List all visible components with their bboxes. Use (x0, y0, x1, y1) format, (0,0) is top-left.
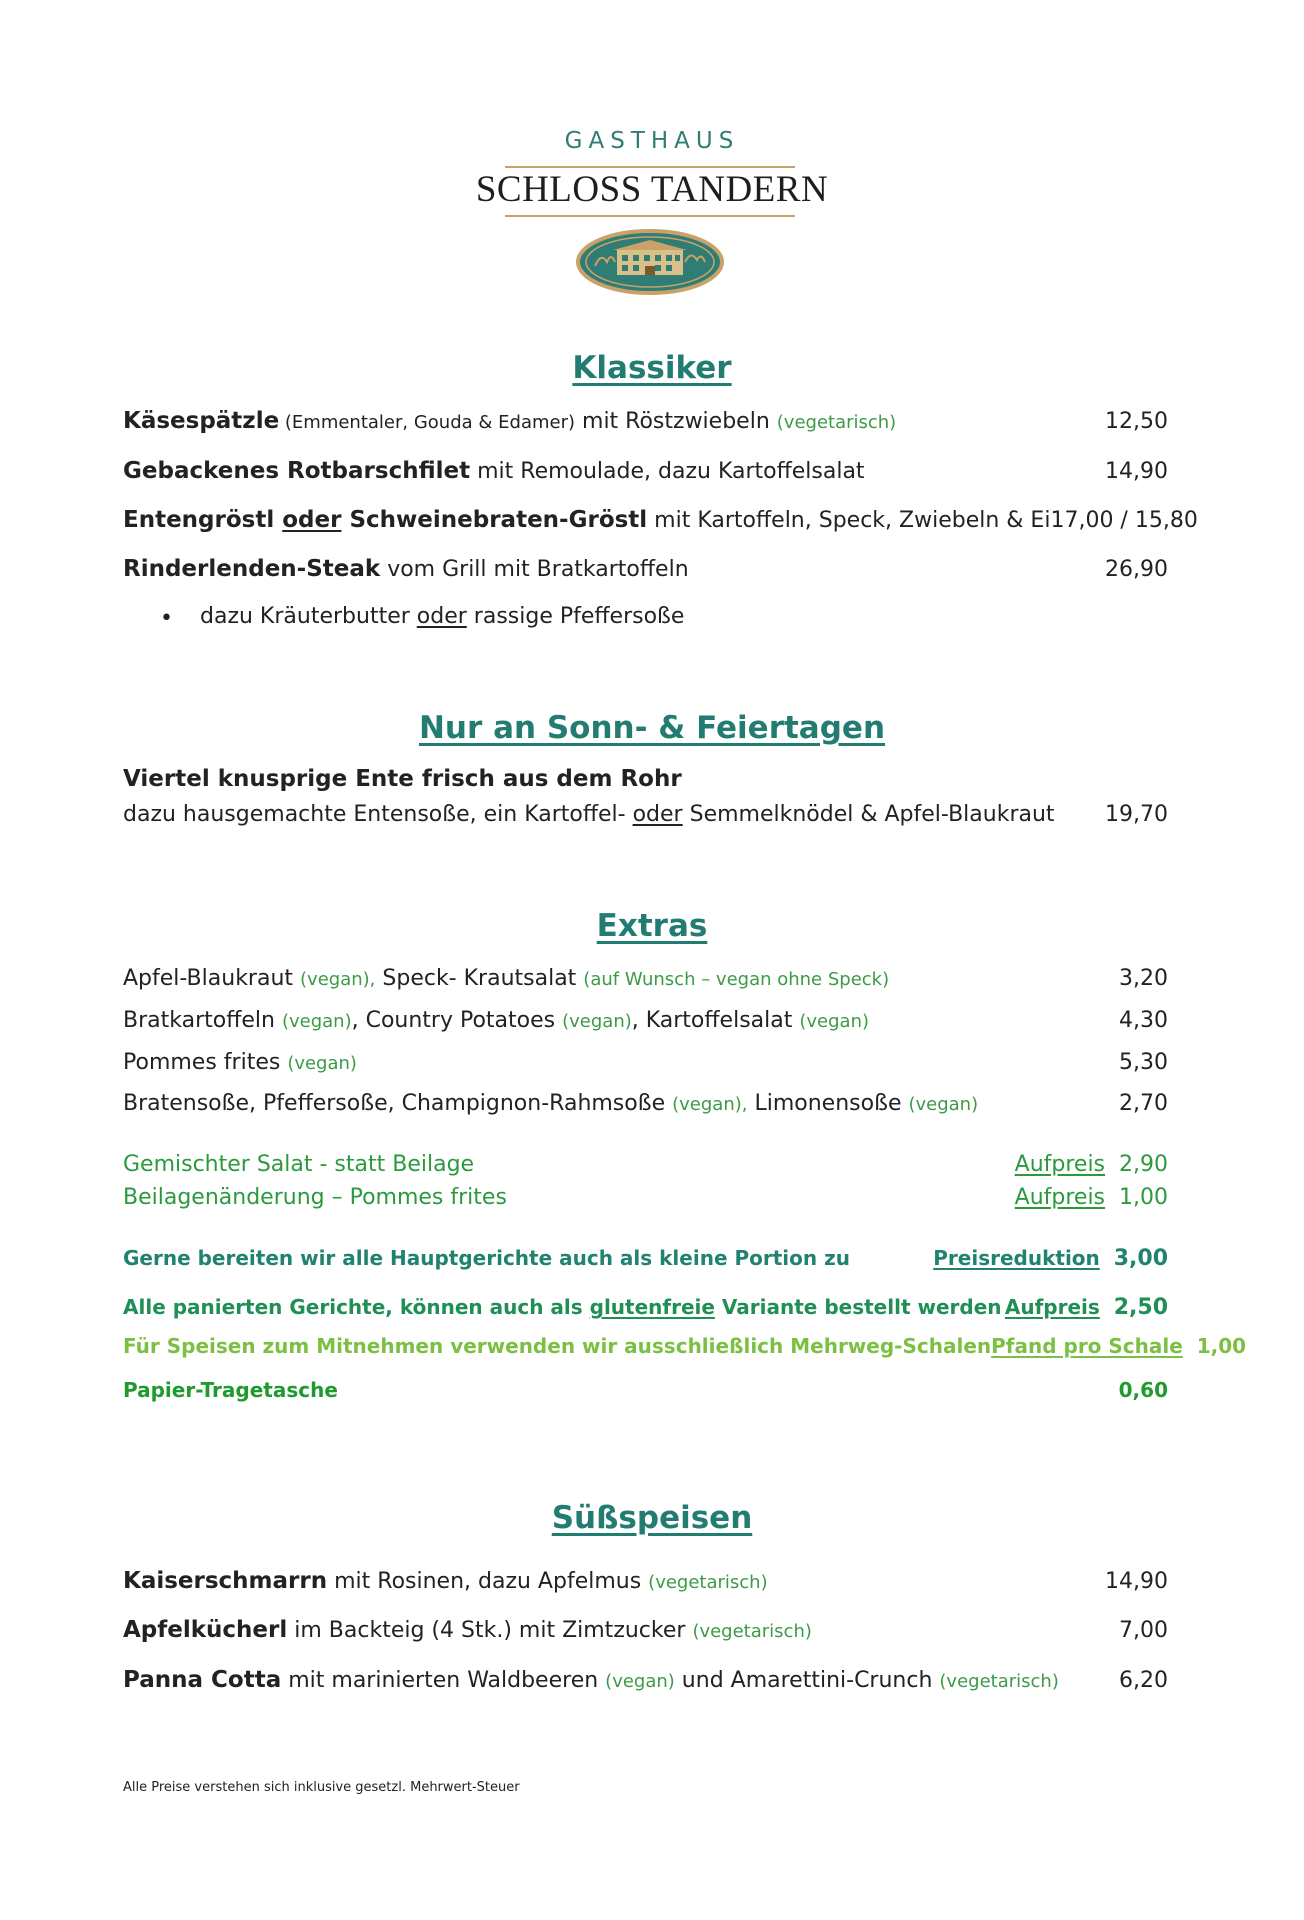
menu-item (123, 1617, 1168, 1643)
item-detail: mit marinierten Waldbeeren (281, 1668, 606, 1693)
side-note (200, 604, 684, 629)
gluten-free-note (123, 1295, 1168, 1320)
note-text: Alle panierten Gerichte, können auch als (123, 1295, 590, 1319)
item-detail: mit Röstzwiebeln (575, 409, 777, 434)
diet-tag: (vegan), (672, 1094, 748, 1115)
logo-rule-bottom (505, 215, 795, 217)
extra-name: Speck- Krautsalat (375, 966, 584, 991)
note-text: Für Speisen zum Mitnehmen verwenden wir ausschließlich Mehrweg-Schalen (123, 1334, 992, 1358)
extra-name: Gemischter Salat - statt Beilage (123, 1152, 475, 1177)
menu-item (123, 556, 1168, 582)
surcharge-label: Aufpreis (1004, 1295, 1100, 1319)
deposit-label: Pfand pro Schale (991, 1334, 1183, 1358)
item-detail: (Emmentaler, Gouda & Edamer) (279, 412, 576, 433)
item-detail: mit Remoulade, dazu Kartoffelsalat (470, 459, 865, 484)
diet-tag: (vegetarisch) (692, 1621, 812, 1642)
extra-name: Bratkartoffeln (123, 1008, 282, 1033)
beilage-row (123, 1185, 1168, 1210)
item-price: 12,50 (1105, 409, 1168, 434)
item-name: Apfelkücherl (123, 1617, 288, 1643)
item-price: 2,50 (1113, 1295, 1168, 1320)
item-detail: und Amarettini-Crunch (674, 1668, 940, 1693)
side-note-text: rassige Pfeffersoße (466, 604, 685, 629)
extra-name: , Country Potatoes (351, 1008, 563, 1033)
diet-tag: (vegan) (908, 1094, 979, 1115)
diet-tag: (vegan) (562, 1011, 632, 1032)
item-price: 17,00 / 15,80 (1050, 508, 1198, 533)
item-name: Rinderlenden-Steak (123, 556, 381, 582)
salad-row (123, 1152, 1168, 1177)
discount-label: Preisreduktion (933, 1246, 1100, 1270)
item-name: Käsespätzle (123, 408, 280, 434)
item-detail: mit Rosinen, dazu Apfelmus (327, 1569, 649, 1594)
small-portion-note (123, 1246, 1168, 1271)
item-price: 2,70 (1119, 1091, 1168, 1116)
item-price: 4,30 (1119, 1008, 1168, 1033)
item-price: 5,30 (1119, 1050, 1168, 1075)
extras-row (123, 1008, 1168, 1033)
menu-item (123, 408, 1168, 434)
item-name: Kaiserschmarrn (123, 1568, 328, 1594)
item-detail: mit Kartoffeln, Speck, Zwiebeln & Ei (647, 508, 1051, 533)
item-price: 0,60 (1118, 1378, 1168, 1402)
item-name: Panna Cotta (123, 1667, 282, 1693)
item-detail: im Backteig (4 Stk.) mit Zimtzucker (287, 1618, 693, 1643)
diet-tag: (auf Wunsch – vegan ohne Speck) (583, 969, 890, 990)
side-note-oder: oder (416, 604, 467, 629)
item-name: Entengröstl (123, 507, 283, 533)
menu-item (123, 458, 1168, 484)
bullet-icon: • (160, 606, 173, 631)
surcharge-label: Aufpreis (1014, 1152, 1106, 1177)
side-note-text: dazu Kräuterbutter (200, 604, 417, 629)
diet-tag: (vegetarisch) (776, 412, 897, 433)
item-price: 6,20 (1119, 1668, 1168, 1693)
extras-row (123, 1050, 1168, 1075)
item-price: 1,00 (1119, 1185, 1168, 1210)
menu-item (123, 507, 1198, 533)
diet-tag: (vegetarisch) (939, 1671, 1059, 1692)
section-heading-klassiker: Klassiker (572, 350, 732, 386)
logo-title: SCHLOSS TANDERN (475, 169, 829, 210)
section-heading-extras: Extras (596, 908, 708, 944)
extra-name: Beilagenänderung – Pommes frites (123, 1185, 507, 1210)
extras-row (123, 1091, 1168, 1116)
diet-tag: (vegan), (300, 969, 376, 990)
note-text: Variante bestellt werden (714, 1295, 1002, 1319)
diet-tag: (vegan) (281, 1011, 352, 1032)
surcharge-label: Aufpreis (1014, 1185, 1106, 1210)
extra-name: Bratensoße, Pfeffersoße, Champignon-Rahmsoße (123, 1091, 673, 1116)
section-heading-sonntag: Nur an Sonn- & Feiertagen (418, 710, 886, 746)
extra-name: Apfel-Blaukraut (123, 966, 301, 991)
item-price: 14,90 (1105, 459, 1168, 484)
item-detail: Semmelknödel & Apfel-Blaukraut (682, 802, 1055, 827)
section-heading-suessspeisen: Süßspeisen (551, 1500, 753, 1536)
footer-note: Alle Preise verstehen sich inklusive gesetzl. Mehrwert-Steuer (123, 1780, 520, 1795)
extra-name: , Kartoffelsalat (631, 1008, 800, 1033)
takeaway-note (123, 1334, 1247, 1358)
note-text-underlined: glutenfreie (589, 1295, 715, 1319)
extras-row (123, 966, 1168, 991)
diet-tag: (vegan) (287, 1053, 357, 1074)
menu-item (123, 1667, 1168, 1693)
logo-emblem-icon (575, 228, 725, 296)
diet-tag: (vegan) (605, 1671, 675, 1692)
extra-name: Pommes frites (123, 1050, 288, 1075)
item-price: 3,20 (1119, 966, 1168, 991)
item-detail-oder: oder (632, 802, 683, 827)
item-detail: dazu hausgemachte Entensoße, ein Kartoffel- (123, 802, 633, 827)
menu-item (123, 802, 1168, 827)
bag-row (123, 1378, 1168, 1402)
item-price: 14,90 (1105, 1569, 1168, 1594)
item-name: Gebackenes Rotbarschfilet (123, 458, 471, 484)
item-price: 1,00 (1196, 1334, 1247, 1358)
item-name: Schweinebraten-Gröstl (341, 507, 648, 533)
item-price: 3,00 (1113, 1246, 1168, 1271)
logo-subtitle: GASTHAUS (564, 128, 740, 154)
diet-tag: (vegan) (799, 1011, 869, 1032)
diet-tag: (vegetarisch) (648, 1572, 768, 1593)
item-price: 26,90 (1105, 557, 1168, 582)
note-text: Gerne bereiten wir alle Hauptgerichte auch als kleine Portion zu (123, 1246, 850, 1270)
item-price: 2,90 (1119, 1152, 1168, 1177)
item-price: 7,00 (1119, 1618, 1168, 1643)
item-name-oder: oder (282, 507, 342, 533)
item-price: 19,70 (1105, 802, 1168, 827)
extra-name: Limonensoße (747, 1091, 909, 1116)
menu-item (123, 1568, 1168, 1594)
item-detail: vom Grill mit Bratkartoffeln (380, 557, 689, 582)
item-name: Viertel knusprige Ente frisch aus dem Rohr (123, 766, 682, 792)
note-text: Papier-Tragetasche (123, 1378, 338, 1402)
